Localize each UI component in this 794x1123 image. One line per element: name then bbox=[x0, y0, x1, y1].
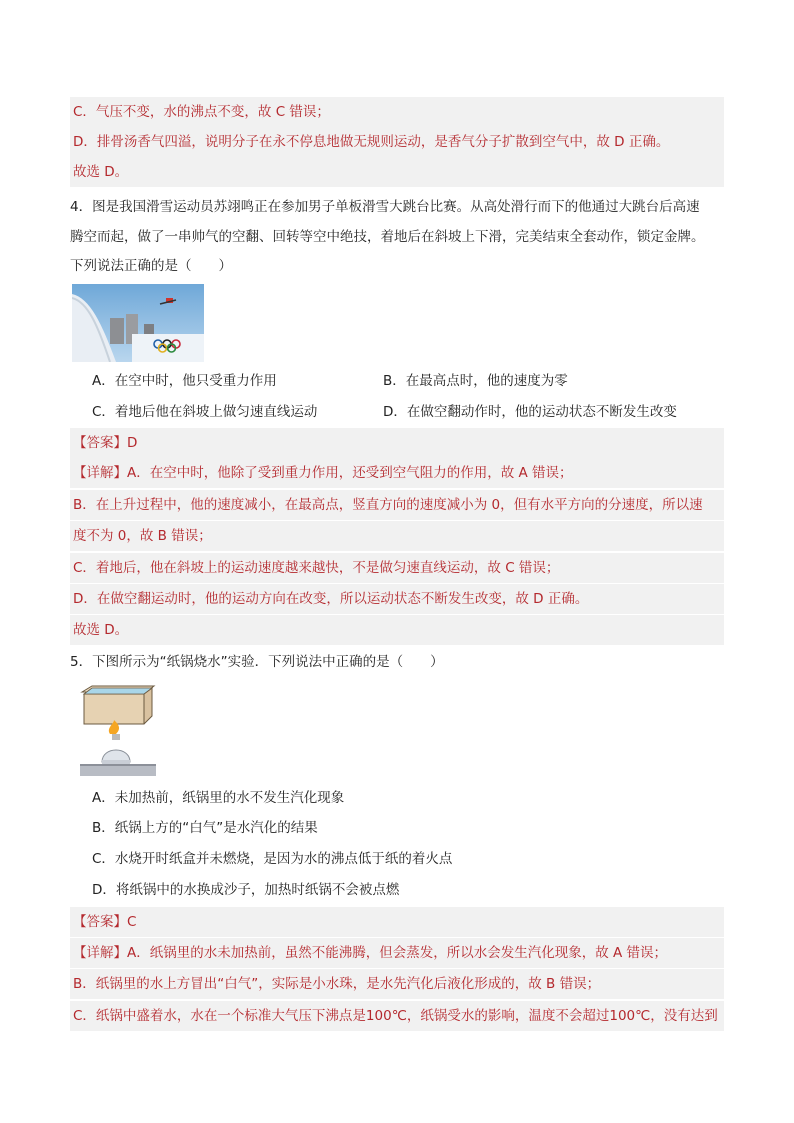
q5-answer: 【答案】C bbox=[70, 907, 724, 937]
q4-option-a[interactable]: A．在空中时，他只受重力作用 bbox=[92, 373, 277, 389]
q5-option-b[interactable]: B．纸锅上方的“白气”是水汽化的结果 bbox=[92, 820, 318, 836]
q4-answer: 【答案】D bbox=[70, 428, 724, 458]
explanation-choose: 故选 D。 bbox=[70, 157, 724, 187]
q4-detail-a: 【详解】A．在空中时，他除了受到重力作用，还受到空气阻力的作用，故 A 错误； bbox=[70, 458, 724, 488]
q4-detail-b2: 度不为 0，故 B 错误； bbox=[70, 521, 724, 551]
q4-stem-line1: 4．图是我国滑雪运动员苏翊鸣正在参加男子单板滑雪大跳台比赛。从高处滑行而下的他通过大跳台后高速 bbox=[70, 199, 700, 215]
q4-detail-choose: 故选 D。 bbox=[70, 615, 724, 645]
explanation-d: D．排骨汤香气四溢，说明分子在永不停息地做无规则运动，是香气分子扩散到空气中，故 D 正确。 bbox=[70, 127, 724, 157]
q5-option-a[interactable]: A．未加热前，纸锅里的水不发生汽化现象 bbox=[92, 790, 345, 806]
q4-detail-d: D．在做空翻运动时，他的运动方向在改变，所以运动状态不断发生改变，故 D 正确。 bbox=[70, 584, 724, 614]
q4-stem-line2: 腾空而起，做了一串帅气的空翻、回转等空中绝技，着地后在斜坡上下滑，完美结束全套动作，锁定金牌。 bbox=[70, 229, 705, 245]
q4-option-b[interactable]: B．在最高点时，他的速度为零 bbox=[383, 373, 568, 389]
q5-option-c[interactable]: C．水烧开时纸盒并未燃烧，是因为水的沸点低于纸的着火点 bbox=[92, 851, 453, 867]
ski-jump-photo bbox=[72, 284, 204, 362]
q4-stem-line3: 下列说法正确的是（ ） bbox=[70, 258, 232, 274]
q4-detail-c: C．着地后，他在斜坡上的运动速度越来越快，不是做匀速直线运动，故 C 错误； bbox=[70, 553, 724, 583]
q5-detail-b: B．纸锅里的水上方冒出“白气”，实际是小水珠，是水先汽化后液化形成的，故 B 错误； bbox=[70, 969, 724, 999]
q5-detail-a: 【详解】A．纸锅里的水未加热前，虽然不能沸腾，但会蒸发，所以水会发生汽化现象，故 A 错误； bbox=[70, 938, 724, 968]
q4-detail-b1: B．在上升过程中，他的速度减小，在最高点，竖直方向的速度减小为 0，但有水平方向的分速度，所以速 bbox=[70, 490, 724, 520]
q4-option-d[interactable]: D．在做空翻动作时，他的运动状态不断发生改变 bbox=[383, 404, 677, 420]
paper-pot-figure bbox=[80, 684, 156, 776]
q5-detail-c: C．纸锅中盛着水，水在一个标准大气压下沸点是100℃，纸锅受水的影响，温度不会超过100℃，没有达到 bbox=[70, 1001, 724, 1031]
q5-stem-line1: 5．下图所示为“纸锅烧水”实验．下列说法中正确的是（ ） bbox=[70, 654, 444, 670]
explanation-c: C．气压不变，水的沸点不变，故 C 错误； bbox=[70, 97, 724, 127]
q5-option-d[interactable]: D．将纸锅中的水换成沙子，加热时纸锅不会被点燃 bbox=[92, 882, 400, 898]
q4-option-c[interactable]: C．着地后他在斜坡上做匀速直线运动 bbox=[92, 404, 318, 420]
